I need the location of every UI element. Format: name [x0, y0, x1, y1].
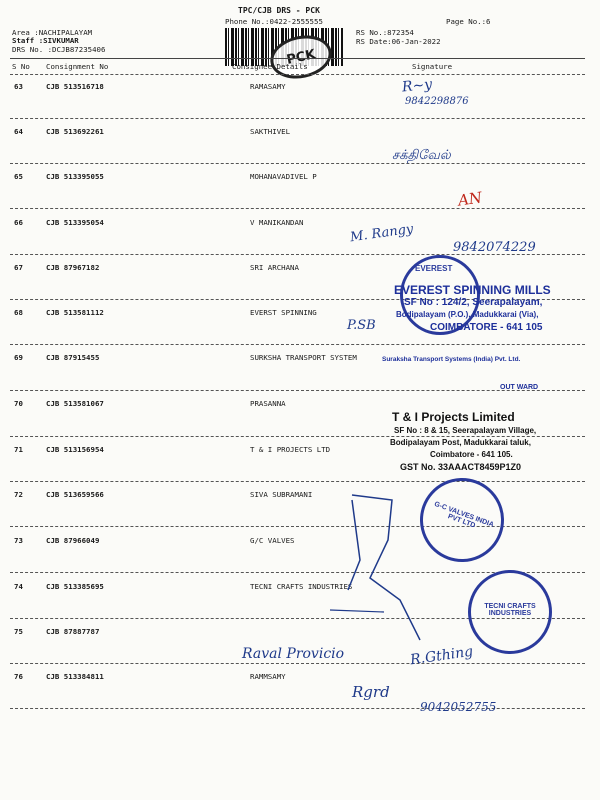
- mark-row65: AN: [456, 188, 484, 210]
- col-sno: S No: [12, 62, 30, 71]
- row-consignment: CJB 87967182: [46, 263, 100, 272]
- phone-row66: 9842074229: [453, 240, 536, 255]
- phone-number: Phone No.:0422-2555555: [225, 17, 323, 26]
- ti-stamp-title: T & I Projects Limited: [392, 410, 515, 424]
- row-consignment: CJB 513516718: [46, 82, 104, 91]
- everest-stamp-line2: SF No : 124/2, Seerapalayam,: [404, 297, 543, 308]
- row-sno: 73: [14, 536, 23, 545]
- signature-row63: R~y: [401, 76, 433, 96]
- row-sno: 74: [14, 582, 23, 591]
- staff-label: Staff :SIVKUMAR: [12, 36, 79, 45]
- everest-round-seal: EVEREST: [400, 255, 480, 335]
- row-consignee: G/C VALVES: [250, 536, 295, 545]
- row-sno: 76: [14, 672, 23, 681]
- row-consignment: CJB 513384811: [46, 672, 104, 681]
- row-sno: 68: [14, 308, 23, 317]
- row-consignee: T & I PROJECTS LTD: [250, 445, 331, 454]
- col-consignee: Consignee Details: [232, 62, 308, 71]
- row-consignee: PRASANNA: [250, 399, 286, 408]
- row-consignee: EVERST SPINNING: [250, 308, 317, 317]
- row-sno: 75: [14, 627, 23, 636]
- row-sno: 67: [14, 263, 23, 272]
- row-consignee: SAKTHIVEL: [250, 127, 291, 136]
- row-consignee: MOHANAVADIVEL P: [250, 172, 317, 181]
- everest-stamp-title: EVEREST SPINNING MILLS: [394, 283, 551, 297]
- everest-stamp-line4: COIMBATORE - 641 105: [430, 322, 543, 333]
- row-consignment: CJB 87887787: [46, 627, 100, 636]
- ti-stamp-line4: Coimbatore - 641 105.: [430, 450, 513, 459]
- col-signature: Signature: [412, 62, 453, 71]
- row-consignee: RAMASAMY: [250, 82, 286, 91]
- row-sno: 69: [14, 353, 23, 362]
- rs-date: RS Date:06-Jan-2022: [356, 37, 441, 46]
- sheet-title: TPC/CJB DRS - PCK: [238, 6, 320, 15]
- row-consignee: SURKSHA TRANSPORT SYSTEM: [250, 353, 357, 362]
- row-sno: 63: [14, 82, 23, 91]
- area-label: Area :NACHIPALAYAM: [12, 28, 93, 37]
- row-consignment: CJB 513659566: [46, 490, 104, 499]
- row-sno: 70: [14, 399, 23, 408]
- row-consignment: CJB 513385695: [46, 582, 104, 591]
- row-sno: 71: [14, 445, 23, 454]
- row-consignee: V MANIKANDAN: [250, 218, 304, 227]
- row-sno: 72: [14, 490, 23, 499]
- pck-stamp: PCK: [266, 30, 335, 84]
- signature-row76: Rgrd: [352, 683, 390, 701]
- row-consignee: SIVA SUBRAMANI: [250, 490, 313, 499]
- row-consignment: CJB 87966049: [46, 536, 100, 545]
- ti-stamp-line3: Bodipalayam Post, Madukkarai taluk,: [390, 438, 531, 447]
- everest-stamp-line3: Bodipalayam (P.O.), Madukkarai (Via),: [396, 310, 539, 319]
- received-note: Raval Provicio: [242, 646, 345, 662]
- ti-stamp-gst: GST No. 33AAACT8459P1Z0: [400, 462, 522, 472]
- row-consignment: CJB 513692261: [46, 127, 104, 136]
- page-number: Page No.:6: [446, 17, 491, 26]
- row-consignment: CJB 513156954: [46, 445, 104, 454]
- phone-row76: 9042052755: [420, 700, 497, 714]
- row-consignment: CJB 87915455: [46, 353, 100, 362]
- row-consignee: SRI ARCHANA: [250, 263, 299, 272]
- gc-valves-seal: G-C VALVES INDIA PVT LTD: [408, 466, 516, 574]
- outward-stamp: OUT WARD: [500, 384, 539, 391]
- row-consignment: CJB 513581112: [46, 308, 104, 317]
- row-consignee: RAMMSAMY: [250, 672, 286, 681]
- row-consignment: CJB 513395055: [46, 172, 104, 181]
- signature-row66: M. Rangy: [349, 221, 415, 246]
- row-sno: 65: [14, 172, 23, 181]
- ti-stamp-line2: SF No : 8 & 15, Seerapalayam Village,: [394, 426, 537, 435]
- signature-row64: சக்திவேல்: [392, 148, 451, 163]
- tecni-crafts-seal: TECNI CRAFTS INDUSTRIES: [468, 570, 552, 654]
- row-sno: 64: [14, 127, 23, 136]
- rs-number: RS No.:872354: [356, 28, 414, 37]
- row-consignment: CJB 513581067: [46, 399, 104, 408]
- col-consignment: Consignment No: [46, 62, 109, 71]
- phone-row63: 9842298876: [405, 96, 469, 107]
- row-consignment: CJB 513395054: [46, 218, 104, 227]
- drs-number: DRS No. :DCJB87235406: [12, 45, 106, 54]
- row-consignee: TECNI CRAFTS INDUSTRIES: [250, 582, 353, 591]
- row-sno: 66: [14, 218, 23, 227]
- signature-row75: R.Gthing: [409, 643, 475, 669]
- initials-row68: P.SB: [347, 318, 376, 333]
- suraksha-stamp: Suraksha Transport Systems (India) Pvt. Ltd.: [382, 356, 521, 363]
